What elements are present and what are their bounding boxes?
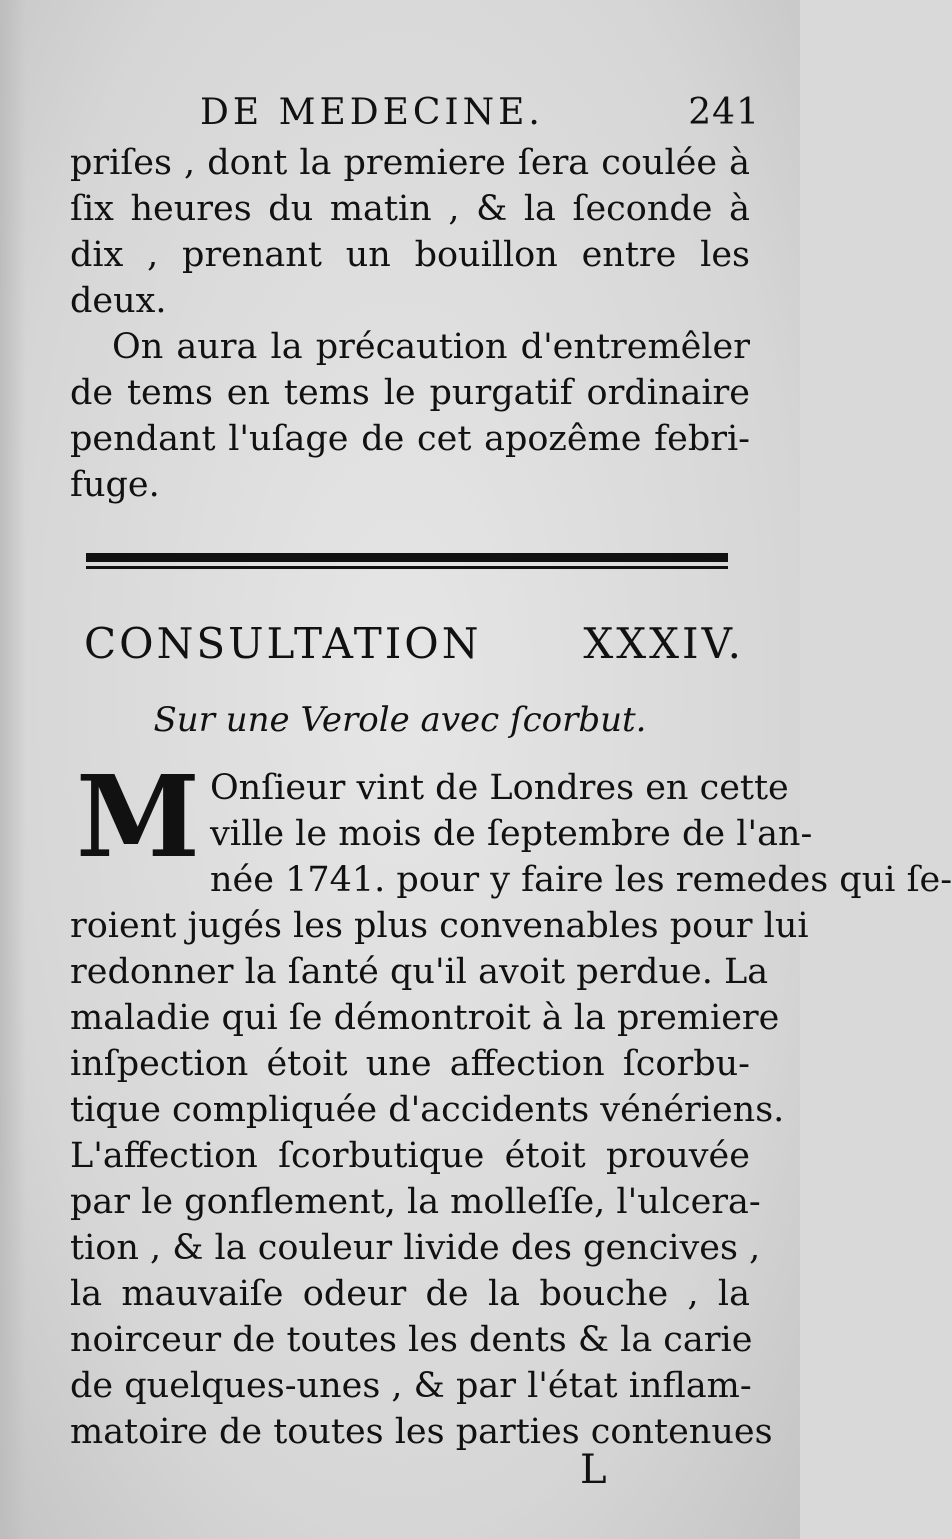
text-line: tion , & la couleur livide des gencives , <box>70 1228 761 1268</box>
consultation-title: CONSULTATION XXXIV. <box>84 619 744 668</box>
text-line: roient jugés les plus convenables pour lui <box>70 906 809 946</box>
text-line: inſpection étoit une affection ſcorbu- <box>70 1044 750 1084</box>
text-line: redonner la ſanté qu'il avoit perdue. La <box>70 952 769 992</box>
text-line: de tems en tems le purgatif ordinaire <box>70 373 750 413</box>
text-line: la mauvaiſe odeur de la bouche , la <box>70 1274 750 1314</box>
text-line: pendant l'uſage de cet apozême febri- <box>70 419 750 459</box>
text-line: dix , prenant un bouillon entre les <box>70 235 750 275</box>
text-line: ſix heures du matin , & la ſeconde à <box>70 189 750 229</box>
section-divider <box>86 553 728 569</box>
page-header <box>200 92 760 142</box>
catchword: L <box>580 1447 607 1493</box>
text-line: par le gonflement, la molleſſe, l'ulcera- <box>70 1182 761 1222</box>
text-line: née 1741. pour y faire les remedes qui ſe- <box>209 860 952 900</box>
divider-thick-rule <box>86 553 728 562</box>
running-title: DE MEDECINE. <box>200 92 544 133</box>
text-line: deux. <box>70 281 167 321</box>
text-line: ville le mois de ſeptembre de l'an- <box>209 814 813 854</box>
page-edge-shadow <box>0 0 26 1539</box>
drop-cap: M <box>76 752 200 883</box>
page-number: 241 <box>688 92 760 133</box>
text-line: matoire de toutes les parties contenues <box>70 1412 773 1452</box>
continued-text <box>70 140 750 508</box>
text-line: tique compliquée d'accidents vénériens. <box>70 1090 785 1130</box>
text-line: noirceur de toutes les dents & la carie <box>70 1320 753 1360</box>
text-line: L'affection ſcorbutique étoit prouvée <box>70 1136 750 1176</box>
text-line: Onſieur vint de Londres en cette <box>209 768 789 808</box>
text-line: fuge. <box>70 465 160 505</box>
consultation-subtitle: Sur une Verole avec ſcorbut. <box>153 700 647 740</box>
text-line: On aura la précaution d'entremêler <box>112 327 750 367</box>
text-line: priſes , dont la premiere ſera coulée à <box>70 143 750 183</box>
text-line: maladie qui ſe démontroit à la premiere <box>70 998 780 1038</box>
divider-thin-rule <box>86 566 728 569</box>
consultation-body <box>70 752 952 1455</box>
text-line: de quelques-unes , & par l'état inflam- <box>70 1366 752 1406</box>
